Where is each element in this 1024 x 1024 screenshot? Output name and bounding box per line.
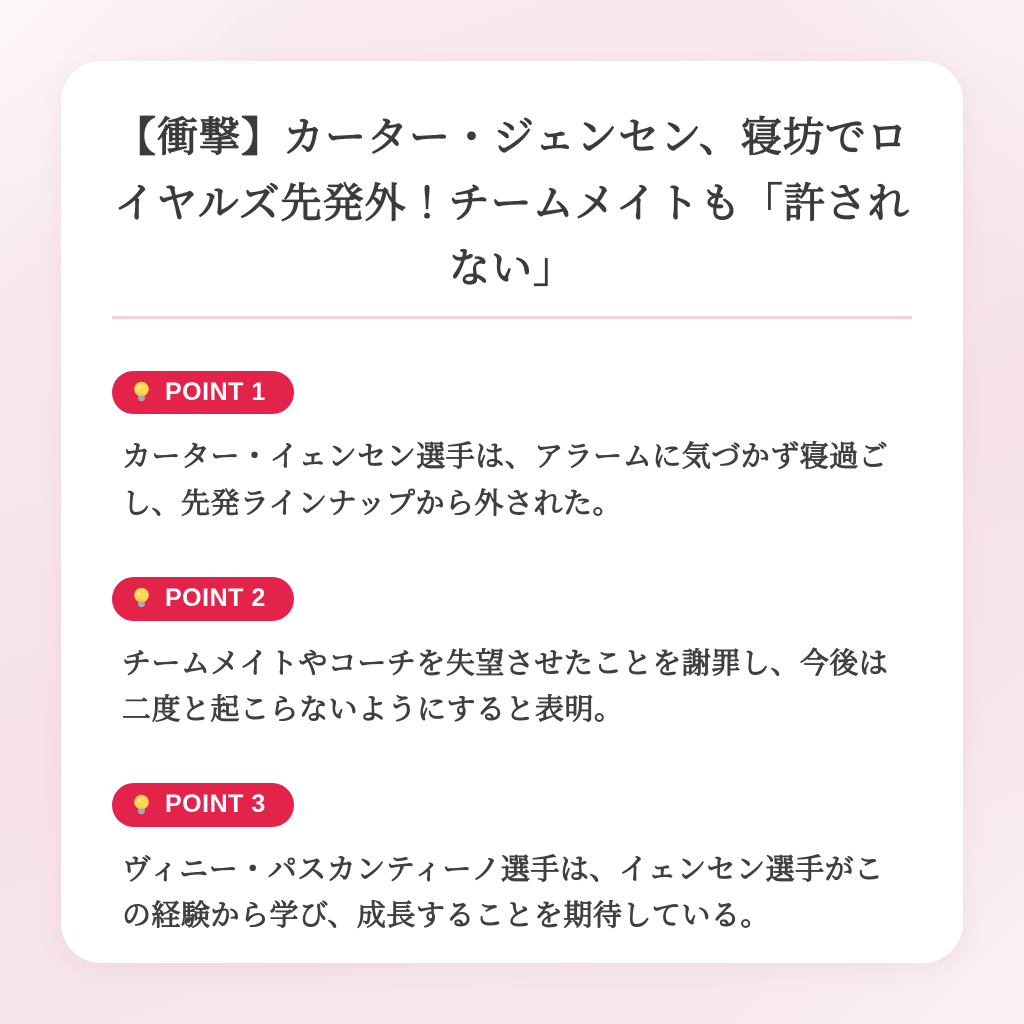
point-section-3 xyxy=(112,783,912,939)
point-2-badge-label: POINT 2 xyxy=(165,584,266,613)
lightbulb-icon xyxy=(128,379,155,406)
point-1-badge-label: POINT 1 xyxy=(165,377,266,406)
point-section-1 xyxy=(112,371,912,527)
lightbulb-icon xyxy=(128,792,155,819)
lightbulb-icon xyxy=(128,585,155,612)
point-3-text: ヴィニー・パスカンティーノ選手は、イェンセン選手がこの経験から学び、成長することを期待している。 xyxy=(122,853,884,933)
point-2-text: チームメイトやコーチを失望させたことを謝罪し、今後は二度と起こらないようにすると表明。 xyxy=(122,647,889,726)
point-section-2 xyxy=(112,577,912,733)
point-3-badge-label: POINT 3 xyxy=(165,790,266,819)
point-3-badge xyxy=(112,783,294,827)
point-1-text: カーター・イェンセン選手は、アラームに気づかず寝過ごし、先発ラインナップから外された。 xyxy=(122,441,889,520)
title-divider xyxy=(112,316,912,319)
point-1-badge xyxy=(112,371,294,415)
point-2-badge xyxy=(112,577,294,621)
summary-card xyxy=(61,61,963,963)
article-title: 【衝撃】カーター・ジェンセン、寝坊でロイヤルズ先発外！チームメイトも「許されない」 xyxy=(114,114,910,292)
